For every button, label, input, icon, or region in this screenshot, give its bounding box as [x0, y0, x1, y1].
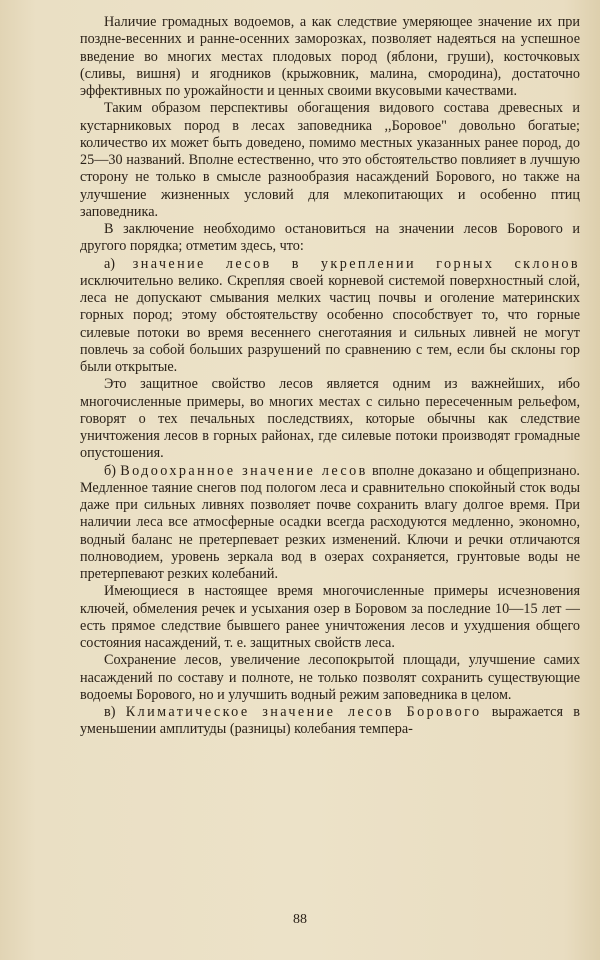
paragraph-forest-preservation: Сохранение лесов, увеличение лесопокрытой площади, улучшение самих насаждений по составу и полноте, не только позволят сохранить существующие водоемы Борового, но и улучшить водный режим заповедника в целом.: [80, 652, 580, 703]
item-a-marker: а): [104, 255, 116, 272]
page-number: 88: [293, 912, 307, 927]
item-b-text: вполне доказано и общепризнано. Медленное таяние снегов под пологом леса и сравнительно спокойный сток воды даже при сильных ливнях позволяет почве сохранить влагу долгое время. При наличии леса все атмосферные осадки всегда расходуются медленно, экономно, водный баланс не претерпевает резких изменений. Ключи и речки отличаются полноводием, уровень зеркала вод в озерах сохраняется, грунтовые воды не претерпевают резких колебаний.: [80, 462, 580, 582]
paragraph-springs-examples: Имеющиеся в настоящее время многочисленные примеры исчезновения ключей, обмеления речек и усыхания озер в Боровом за последние 10—15 лет — есть прямое следствие бывшего ранее уничтожения лесов и ухудшения общего состояния насаждений, т. е. защитных свойств леса.: [80, 583, 580, 651]
item-v-climate: [80, 704, 580, 739]
item-b-marker: б): [104, 462, 116, 479]
paragraph-species-prospects: Таким образом перспективы обогащения видового состава древесных и кустарниковых пород в лесах заповедника ,,Боровое" довольно богатые; количество их может быть доведено, помимо местных указанных ранее пород, до 25—30 названий. Вполне естественно, что это обстоятельство повлияет в лучшую сторону не только в смысле разнообразия насаждений Борового, но также на улучшение жизненных условий для млекопитающих и особенно птиц заповедника.: [80, 100, 580, 220]
item-v-text: выражается в уменьшении амплитуды (разницы) колебания темпера-: [80, 704, 581, 738]
paragraph-protective-property: Это защитное свойство лесов является одним из важнейших, ибо многочисленные примеры, во многих местах с сильно пересеченным рельефом, говорят о тех печальных последствиях, которые обычны как следствие уничтожения лесов в горных районах, где силевые потоки производят громадные опустошения.: [80, 376, 580, 462]
item-b-heading: Водоохранное значение лесов: [120, 462, 368, 479]
paragraph-conclusion-intro: В заключение необходимо остановиться на значении лесов Борового и другого порядка; отметим здесь, что:: [80, 221, 580, 255]
item-b-water: [80, 463, 580, 584]
item-v-marker: в): [104, 704, 116, 720]
item-v-heading: Климатическое значение лесов Борового: [125, 704, 482, 720]
page-text: [80, 14, 580, 739]
item-a-text: исключительно велико. Скрепляя своей корневой системой поверхностный слой, леса не допускают смывания мелких частиц почвы и оголение материнских горных пород; этому обстоятельству особенно способствует то, что горные силевые потоки во время весеннего снеготаяния и сильных ливней не могут повлечь за собой больших разрушений по сравнению с тем, если бы склоны гор были открытые.: [80, 272, 580, 375]
paragraph-reservoirs: Наличие громадных водоемов, а как следствие умеряющее значение их при поздне-весенних и ранне-осенних заморозках, позволяет надеяться на успешное введение во многих местах плодовых пород (яблони, груши), косточковых (сливы, вишня) и ягодников (крыжовник, малина, смородина), достаточно эффективных по урожайности и ценных своими вкусовыми качествами.: [80, 14, 580, 99]
item-a-slopes: [80, 256, 580, 377]
item-a-heading: значение лесов в укреплении горных склонов: [132, 255, 581, 272]
